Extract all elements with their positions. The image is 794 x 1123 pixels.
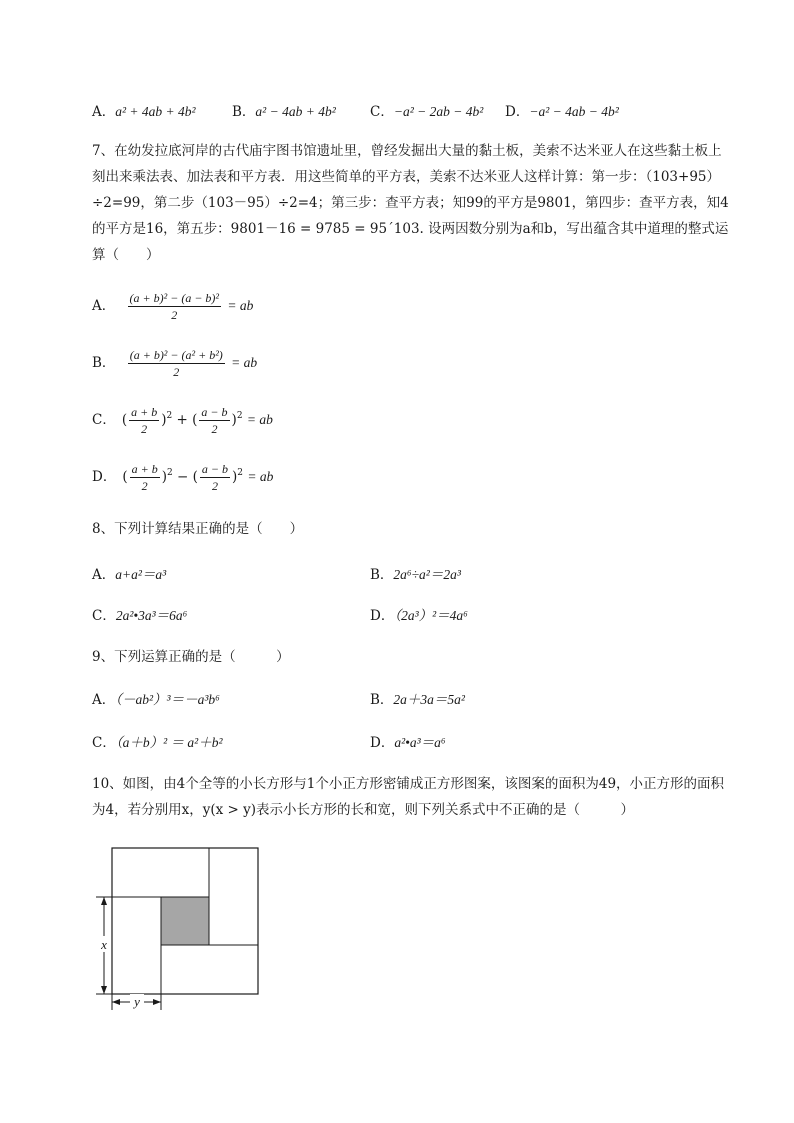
q8-option-a: A．a+a²＝a³ xyxy=(92,567,167,583)
x-arrow-top xyxy=(101,897,107,905)
inner-square xyxy=(161,897,209,945)
q8-option-b: B．2a⁶÷a²＝2a³ xyxy=(370,567,461,583)
x-label: x xyxy=(101,937,107,952)
x-arrow-bottom xyxy=(101,986,107,994)
q10-figure xyxy=(88,840,268,1015)
q9-option-a: A．（－ab²）³＝－a³b⁶ xyxy=(92,692,220,708)
q6-option-c: C．−a² − 2ab − 4b² xyxy=(370,104,484,120)
q9-option-d: D．a²•a³＝a⁶ xyxy=(370,735,446,751)
q7-option-b: B． $\frac{\text{(a + b)² − (a² + b²)}}{2}$ = ab xyxy=(92,348,258,379)
q8-option-c: C．2a²•3a³＝6a⁶ xyxy=(92,608,188,624)
q9-stem: 9、下列运算正确的是（ ） xyxy=(92,649,290,665)
q7-option-c: C． ( $\frac{a + b}{2}$ )$^2$ + ( $\frac{a - b}{2}$ )$^2$ = ab xyxy=(92,405,273,436)
y-arrow-left xyxy=(112,999,120,1005)
q7-option-a: A． $\frac{\text{(a + b)² − (a − b)²}}{2}$ = ab xyxy=(92,291,254,322)
q8-stem: 8、下列计算结果正确的是（ ） xyxy=(92,521,304,537)
q7-stem: 7、在幼发拉底河岸的古代庙宇图书馆遗址里，曾经发掘出大量的黏土板，美索不达米亚人在这些黏土板上刻出来乘法表、加法表和平方表．用这些简单的平方表，美索不达米亚人这样计算：第一步：（103+95）÷2=99，第二步（103－95）÷2=4；第三步：查平方表；知99的平方是9801，第四步：查平方表，知4的平方是16，第五步：9801－16 = 9785 = 95´103. 设两因数分别为a和b，写出蕴含其中道理的整式运算（ ） xyxy=(92,143,729,263)
q6-option-a: A．a² + 4ab + 4b² xyxy=(92,104,196,120)
q6-option-b: B．a² − 4ab + 4b² xyxy=(232,104,336,120)
q8-option-d: D．（2a³）²＝4a⁶ xyxy=(370,608,468,624)
q9-option-c: C．（a＋b）² ＝ a²＋b² xyxy=(92,735,223,751)
q7-option-d: D． ( $\frac{a + b}{2}$ )$^2$ − ( $\frac{a - b}{2}$ )$^2$ = ab xyxy=(92,462,274,493)
q9-option-b: B．2a＋3a＝5a² xyxy=(370,692,465,708)
q10-stem: 10、如图，由4个全等的小长方形与1个小正方形密铺成正方形图案，该图案的面积为49，小正方形的面积为4，若分别用x，y(x > y)表示小长方形的长和宽，则下列关系式中不正确的是（ ） xyxy=(92,776,725,818)
q6-option-d: D．−a² − 4ab − 4b² xyxy=(505,104,619,120)
y-label: y xyxy=(134,994,140,1009)
y-arrow-right xyxy=(153,999,161,1005)
